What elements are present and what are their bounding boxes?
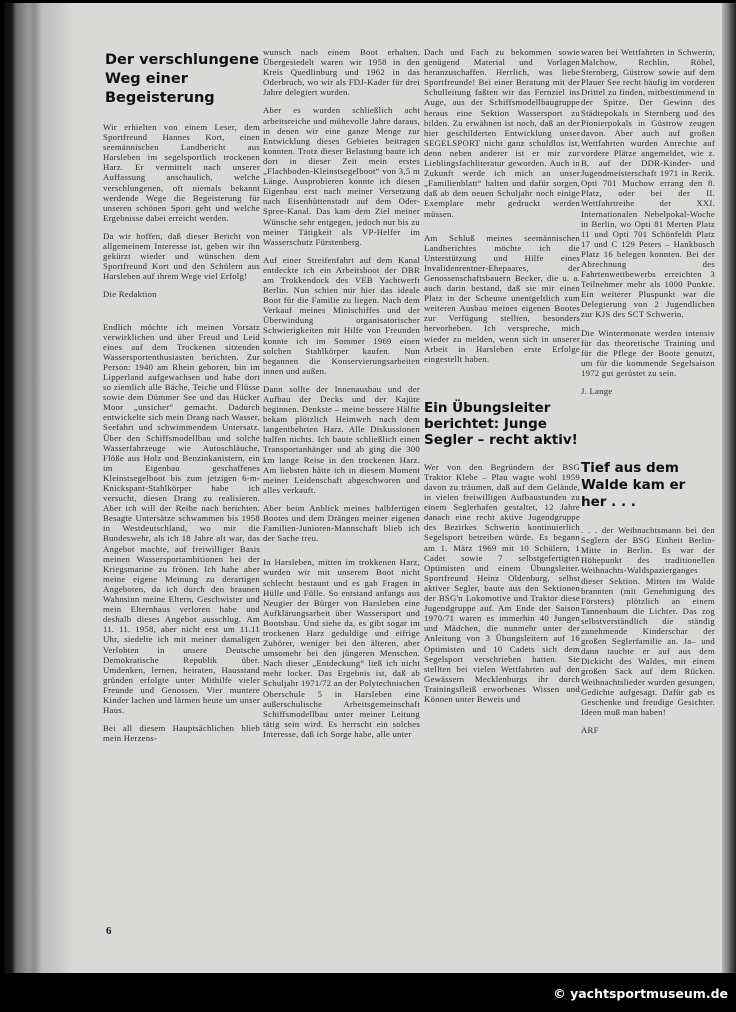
body-paragraph: Die Wintermonate werden intensiv für das theoretische Training und für die Pflege der Boote genutzt, um für die kommende Segelsaison 1972 gut gerüstet zu sein. [581, 327, 715, 378]
book-spine-edge [4, 3, 74, 973]
article-title-uebungsleiter: Ein Übungsleiter berichtet: Junge Segler – recht aktiv! [424, 399, 578, 448]
body-paragraph: Aber beim Anblick meines halbfertigen Bootes und dem Drängen meiner eigenen Familien-Junioren-Mannschaft blieb ich der Sache treu. [263, 502, 420, 544]
column-2 [263, 47, 420, 747]
column-1 [103, 47, 260, 751]
body-paragraph: . . . der Weihnachtsmann bei den Seglern der BSG Einheit Berlin-Mitte in Berlin. Es war der Höhepunkt des traditionellen Weihnachts-Waldspazierganges dieser Sektion. Mitten im Walde brannten (mit Genehmigung des Försters) plötzlich an einem Tannenbaum die Lichter. Das zog selbstverständlich die ständig zunehmende Kinderschar der großen Seglerfamilie an. Ja– und dann tauchte er auf aus dem Dickicht des Waldes, mit einem großen Sack auf dem Rücken. Weihnachtslieder wurden gesungen, Gedichte aufgesagt. Dafür gab es Geschenke und freudige Gesichter. Ideen muß man haben! [581, 525, 715, 717]
author-signature: J. Lange [581, 386, 613, 396]
body-paragraph: Endlich möchte ich meinen Vorsatz verwirklichen und über Freud und Leid eines auf dem Trockenen sitzenden Wassersportenthusiasten berichten. Zur Person: 1940 am Rhein geboren, bin im Lipperland aufgewachsen und habe dort so ziemlich alle Bäche, Teiche und Flüsse sowie dem Dümmer See und das Hücker Moor „unsicher“ gemacht. Dadurch entwickelte sich mein Drang nach Wasser, Seefahrt und schwimmendem Untersatz. Über den Schiffsmodellbau und solche Wasserfahrzeuge wie Autoschläuche, Flöße aus Holz und Benzinkanistern, ein im Eigenbau geschaffenes Kleinstsegelboot bis zum jetzigen 6-m-Knickspant-Stahlkörper habe ich versucht, diesen Drang zu realisieren. Aber ich will der Reihe nach berichten. Besagte Untersätze schwammen bis 1958 in Westdeutschland, wo mir die Bundeswehr, als ich 18 Jahre alt war, das Angebot machte, auf freiwilliger Basis meinen Wassersportambitionen bei der Kriegsmarine zu frönen. Ich habe aber meine eigene Meinung zu derartigen Angeboten, da ich durch den braunen Wahnsinn meine Eltern, Geschwister und mein Elternhaus verloren habe und deshalb dieses Angebot ausschlug. Am 11. 11. 1958, aber nicht erst um 11.11 Uhr, siedelte ich mit meiner damaligen Verlobten in unsere Deutsche Demokratische Republik über. Umdenken, lernen, heiraten, Hausstand gründen erfolgte unter Mithilfe vieler Freunde und Genossen. Vier muntere Kinder lachen und lärmen heute um unser Haus. [103, 321, 260, 716]
binding-shadow [722, 3, 736, 973]
intro-paragraph: Da wir hoffen, daß dieser Bericht von allgemeinem Interesse ist, geben wir ihn gekürzt wieder und wünschen dem Sportfreund Kort und den Schülern aus Harsleben auf ihrem Wege viel Erfolg! [103, 230, 260, 282]
article-title-tief-aus-dem-walde: Tief aus dem Walde kam er her . . . [581, 460, 686, 511]
body-paragraph: Aber es wurden schließlich acht arbeitsreiche und mühevolle Jahre daraus, in denen wir eine ganze Menge zur Entwicklung dieses Gebietes beitragen konnten. Trotz dieser Belastung baute ich dort in dieser Zeit mein erstes „Flachboden-Kleinstsegelboot“ von 3,5 m Länge. Ausprobieren konnte ich diesen Eigenbau erst nach meiner Versetzung nach Eisenhüttenstadt auf dem Oder-Spree-Kanal. Das kam dem Ziel meiner Wünsche sehr entgegen, jedoch nur bis zu meiner Tätigkeit als VP-Helfer im Wasserschutz Fürstenberg. [263, 105, 420, 247]
column-4 [581, 47, 715, 743]
body-paragraph: wunsch nach einem Boot erhalten. Übergesiedelt waren wir 1958 in den Kreis Quedlinburg und 1962 in das Oderbruch, wo wir als FDJ-Kader für drei Jahre delegiert wurden. [263, 47, 420, 98]
watermark: © yachtsportmuseum.de [553, 986, 728, 1001]
page-number: 6 [106, 925, 112, 937]
body-paragraph: Auf einer Streifenfahrt auf dem Kanal entdeckte ich ein Arbeitsboot der DBR am Trokkendock des VEB Yachtwerft Berlin. Nun schien mir hier das ideale Boot für die Familie zu liegen. Nach dem Verkauf meines Minischiffes und der Überwindung organisatorischer Schwierigkeiten mit Hilfe von Freunden konnte ich im Sommer 1969 einen solchen Stahlkörper kaufen. Nun begannen die Konservierungsarbeiten innen und außen. [263, 254, 420, 376]
column-3 [424, 47, 580, 712]
article-title-verschlungene-weg: Der verschlungene Weg einer Begeisterung [105, 52, 260, 106]
author-signature: ARF [581, 724, 599, 735]
body-paragraph: Wer von den Begründern der BSG Traktor Klebe – Plau wagte wohl 1959 davon zu träumen, daß auf dem Gelände, in vielen freiwilligen Aufbaustunden zu einem Seglerhafen gestaltet, 12 Jahre danach eine recht aktive Jugendgruppe des Bezirkes Schwerin kontinuierlich Segelsport betreiben würde. Es begann am 1. März 1969 mit 10 Schülern, 1 Cadet sowie 7 selbstgefertigten Optimisten und einem Übungsleiter. Sportfreund Heinz Oldenburg, selbst aktiver Segler, baute aus den Sektionen der BSG'n Lokomotive und Traktor diese Jugendgruppe auf. Am Ende der Saison 1970/71 waren es immerhin 40 Jungen und Mädchen, die nunmehr unter der Anleitung von 3 Übungsleitern auf 16 Optimisten und 10 Cadets sich dem Segelsport verschrieben hatten. Sie stellten bei vielen Wettfahrten auf den Gewässern Mecklenburgs ihr durch Trainingsfleiß erworbenes Wissen und Können unter Beweis und [424, 461, 580, 704]
body-paragraph: Bei all diesem Hauptsächlichen blieb mein Herzens- [103, 723, 260, 744]
body-paragraph: Dach und Fach zu bekommen sowie genügend Material und Vorlagen heranzuschaffen. Herrlich, was liebe Sportfreunde! Bei einer Beratung mit der Schulleitung faßten wir das Fernziel ins Auge, aus der Schiffsmodellbaugruppe heraus eine Sektion Wassersport zu bilden. Zu erwähnen ist noch, daß an der hier geschilderten Entwicklung unser SEGELSPORT nicht ganz schuldlos ist, denn neben anderer ist er mir zur Lieblingsfachliteratur geworden. Auch in Zukunft werde ich mich an unser „Familienblatt“ halten und dafür sorgen, daß ab dem neuen Schuljahr noch einige Exemplare mehr gedruckt werden müssen. [424, 47, 580, 219]
intro-paragraph: Wir erhielten von einem Leser, dem Sportfreund Hannes Kort, einen seemännischen Landbericht aus Harsleben im segelsportlich trockenen Harz. Er vermittelt nach unserer Auffassung anschaulich, welche verschlungenen, oft niemals bekannt werdende Wege die Begeisterung für unseren schönen Sport geht und welche Ergebnisse dabei erreicht werden. [103, 122, 260, 223]
editorial-signature: Die Redaktion [103, 289, 157, 300]
magazine-page [4, 3, 736, 973]
body-paragraph: Am Schluß meines seemännischen Landberichtes möchte ich die Unterstützung und Hilfe eines Invalidenrentner-Ehepaares, der Genossenschaftsbauern Becker, die u. a. auch darin bestand, daß sie mir einen Platz in der Scheune unentgeltlich zum weiteren Ausbau meines eigenen Bootes zur Verfügung stellten, besonders hervorheben. Ich verspreche, mich wieder zu melden, wenn sich in unserer Arbeit in Harsleben erste Erfolge eingestellt haben. [424, 232, 580, 364]
body-paragraph: In Harsleben, mitten im trokkenen Harz, wurden wir mit unserem Boot nicht schlecht bestaunt und es gab Fragen in Hülle und Fülle. So entstand anfangs aus Neugier der Bürger von Harsleben eine Aufklärungsarbeit über Wassersport und Bootsbau. Und siehe da, es gibt sogar im trockenen Harz geduldige und eifrige Zuhörer, weniger bei den älteren, aber umsomehr bei den jüngeren Menschen. Nach dieser „Entdeckung“ ließ ich nicht mehr locker. Das Ergebnis ist, daß ab Schuljahr 1971/72 an der Polytechnischen Oberschule 5 in Harsleben eine außerschulische Arbeitsgemeinschaft Schiffsmodellbau unter meiner Leitung tätig sein wird. Es herrscht ein solches Interesse, daß ich Sorge habe, alle unter [263, 557, 420, 739]
body-paragraph: Dann sollte der Innenausbau und der Aufbau der Decks und der Kajüte beginnen. Denkste – meine bessere Hälfte bekam plötzlich Heimweh nach dem langentbehrten Harz. Alle Diskussionen halfen nichts. Ich baute schließlich einen Transportanhänger und ab ging die 300 km lange Reise in den trockenen Harz. Am liebsten hätte ich in diesem Moment meiner Leidenschaft abgeschworen und alles verkauft. [263, 383, 420, 495]
body-paragraph: waren bei Wettfahrten in Schwerin, Malchow, Rechlin, Röbel, Sternberg, Güstrow sowie auf dem Plauer See recht häufig im vorderen Drittel zu finden, mitbestimmend in der Spitze. Der Gewinn des Städtepokals in Sternberg und des Pionierpokals in Güstrow zeugen davon. Aber auch auf großen Wettfahrten wurden Anrechte auf vordere Plätze angemeldet, wie z. B. auf der DDR-Kinder- und Jugendmeisterschaft 1971 in Rerik. Opti 701 Muchow errang den 8. Platz, oder bei der II. Wettfahrtreihe der XXI. Internationalen Nebelpokal-Woche in Berlin, wo Opti 81 Merten Platz 11 und Opti 701 Schönfeldt Platz 17 und C 129 Peters – Hankbusch Platz 16 belegen konnten. Bei der Abrechnung des Fahrtenwettbewerbs erreichten 3 Teilnehmer mehr als 1000 Punkte. Ein weiterer Pluspunkt war die Delegierung von 2 Jugendlichen zur KJS des SCT Schwerin. [581, 47, 715, 320]
